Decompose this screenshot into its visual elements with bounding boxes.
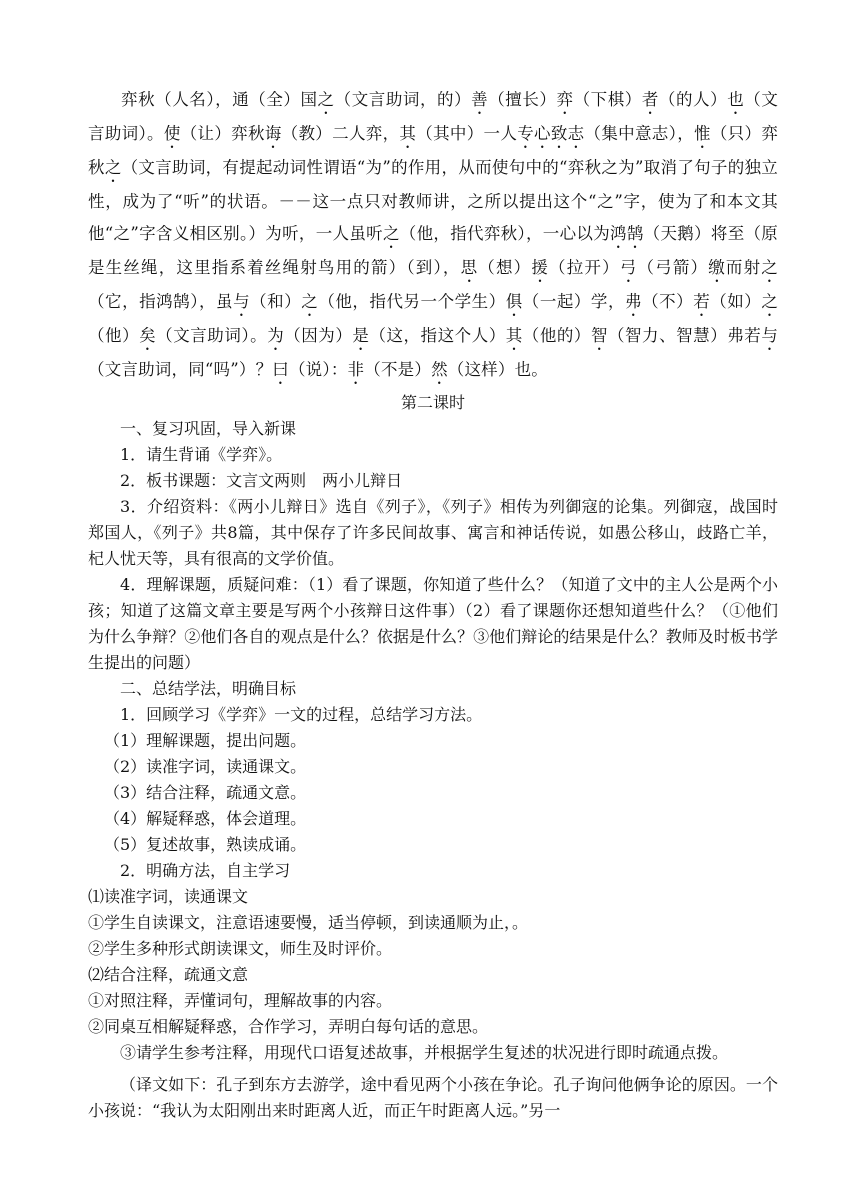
emphasized-term: 思 (460, 258, 479, 277)
emphasized-term: 其 (505, 326, 523, 345)
annotation-text: （其中）一人 (416, 124, 518, 143)
emphasized-term: 专心致志 (517, 124, 585, 143)
annotation-text: （不是） (364, 360, 432, 379)
annotation-text: （他） (88, 326, 140, 345)
lesson-title: 第二课时 (400, 393, 465, 412)
emphasized-term: 诲 (264, 124, 282, 143)
subheading-annotations: ⑵结合注释，疏通文意 (88, 965, 249, 984)
emphasized-term: 弓 (619, 258, 638, 277)
emphasized-term: 使 (163, 124, 181, 143)
step-recite: 1．请生背诵《学弈》。 (120, 445, 283, 464)
annotation-text: （这，指这个人） (369, 326, 506, 345)
xueyi-annotated-paragraph (88, 84, 778, 388)
sub-step: ①学生自读课文，注意语速要慢，适当停顿，到读通顺为止，。 (88, 913, 529, 932)
translation-paragraph: （译文如下：孔子到东方去游学，途中看见两个小孩在争论。孔子询问他俩争论的原因。一个小孩说：“我认为太阳刚出来时距离人近，而正午时距离人远。”另一 (88, 1075, 778, 1120)
annotation-text: （如） (710, 292, 762, 311)
annotation-text: （文言助词）。 (156, 326, 268, 345)
sub-step: ②学生多种形式朗读课文，师生及时评价。 (88, 939, 393, 958)
sub-step: ②同桌互相解疑释惑，合作学习，弄明白每句话的意思。 (88, 1017, 489, 1036)
annotation-text: （文言助词，同“吗”）？ (88, 360, 273, 379)
annotation-text: （一起）学， (522, 292, 626, 311)
emphasized-term: 之 (761, 292, 779, 311)
annotation-text: （他的） (522, 326, 591, 345)
annotation-text: （下棋） (573, 90, 642, 109)
annotation-text: （的人） (658, 90, 728, 109)
annotation-text: （拉开） (549, 258, 620, 277)
sub-step: ③请学生参考注释，用现代口语复述故事，并根据学生复述的状况进行即时疏通点拨。 (120, 1043, 729, 1062)
method-step: （5）复述故事，熟读成诵。 (104, 835, 307, 854)
step-understand-title: 4．理解课题，质疑问难：（1）看了课题，你知道了些什么？（知道了文中的主人公是两个小孩；知道了这篇文章主要是写两个小孩辩日这件事）（2）看了课题你还想知道些什么？（①他们为什么争辩？②他们各自的观点是什么？依据是什么？③他们辩论的结果是什么？教师及时板书学生提出的问题） (88, 575, 778, 672)
emphasized-term: 者 (641, 90, 659, 109)
emphasized-term: 之 (301, 292, 319, 311)
annotation-text: （集中意志）， (584, 124, 695, 143)
annotation-text: （这样）也。 (447, 360, 548, 379)
annotation-text: （说）： (288, 360, 348, 379)
emphasized-term: 鸿鹄 (610, 224, 644, 243)
emphasized-term: 矣 (139, 326, 157, 345)
emphasized-term: 弗 (625, 292, 643, 311)
annotation-text: （智力、智慧）弗若 (607, 326, 762, 345)
method-step: （4）解疑释惑，体会道理。 (104, 809, 307, 828)
sub-step: ①对照注释，弄懂词句，理解故事的内容。 (88, 991, 393, 1010)
emphasized-term: 其 (399, 124, 417, 143)
annotation-text: （只）弈秋 (88, 124, 779, 177)
annotation-text: （想） (478, 258, 532, 277)
emphasized-term: 援 (531, 258, 550, 277)
emphasized-term: 之 (104, 158, 122, 177)
emphasized-term: 若 (693, 292, 711, 311)
step-board-title: 2．板书课题：文言文两则 两小儿辩日 (120, 471, 403, 490)
emphasized-term: 智 (590, 326, 608, 345)
method-step: （1）理解课题，提出问题。 (104, 731, 307, 750)
annotation-text: （教）二人弈， (281, 124, 400, 143)
emphasized-term: 曰 (272, 360, 289, 379)
annotation-text: （让）弈秋 (180, 124, 265, 143)
document-page (88, 84, 778, 1124)
annotation-text: （和） (250, 292, 302, 311)
emphasized-term: 之 (317, 90, 335, 109)
emphasized-term: 是 (352, 326, 370, 345)
annotation-text: （文言助词）。 (88, 90, 779, 143)
emphasized-term: 也 (727, 90, 745, 109)
emphasized-term: 为 (267, 326, 285, 345)
emphasized-term: 与 (761, 326, 779, 345)
emphasized-term: 之 (761, 258, 778, 277)
annotation-text: （文言助词，有提起动词性谓语“为”的作用，从而使句中的“弈秋之为”取消了句子的独立性，成为了“听”的状语。－－这一点只对教师讲，之所以提出这个“之”字，使为了和本文其他“之”字含义相区别。）为听，一人虽听 (88, 158, 779, 243)
step-clarify-method: 2．明确方法，自主学习 (120, 861, 291, 880)
annotation-text: （因为） (284, 326, 353, 345)
annotation-text: 而射 (725, 258, 762, 277)
annotation-text: 弈秋（人名），通（全）国 (121, 90, 318, 109)
annotation-text: （它，指鸿鹄），虽 (88, 292, 234, 311)
emphasized-term: 惟 (694, 124, 711, 143)
annotation-text: （他，指代弈秋），一心以为 (399, 224, 611, 243)
step-review-method: 1．回顾学习《学弈》一文的过程，总结学习方法。 (120, 705, 483, 724)
step-introduce-materials: 3．介绍资料：《两小儿辩日》选自《列子》，《列子》相传为列御寇的论集。列御寇，战国时郑国人，《列子》共8篇，其中保存了许多民间故事、寓言和神话传说，如愚公移山，歧路亡羊，杞人忧天等，具有很高的文学价值。 (88, 497, 778, 568)
annotation-text: （天鹅）将至（原是生丝绳，这里指系着丝绳射鸟用的箭）（到）， (88, 224, 779, 277)
emphasized-term: 非 (347, 360, 365, 379)
emphasized-term: 弈 (556, 90, 574, 109)
emphasized-term: 俱 (505, 292, 523, 311)
annotation-text: （文言助词，的） (334, 90, 472, 109)
section-heading-review: 一、复习巩固，导入新课 (120, 419, 297, 438)
annotation-text: （他，指代另一个学生） (318, 292, 506, 311)
annotation-text: （擅长） (488, 90, 557, 109)
section-heading-methods: 二、总结学法，明确目标 (120, 679, 297, 698)
subheading-read-words: ⑴读准字词，读通课文 (88, 887, 249, 906)
method-step: （2）读准字词，读通课文。 (104, 757, 307, 776)
emphasized-term: 与 (233, 292, 251, 311)
emphasized-term: 之 (382, 224, 400, 243)
emphasized-term: 善 (471, 90, 489, 109)
emphasized-term: 缴 (708, 258, 726, 277)
annotation-text: （不） (642, 292, 694, 311)
emphasized-term: 然 (431, 360, 448, 379)
method-step: （3）结合注释，疏通文意。 (104, 783, 307, 802)
annotation-text: （弓箭） (637, 258, 709, 277)
